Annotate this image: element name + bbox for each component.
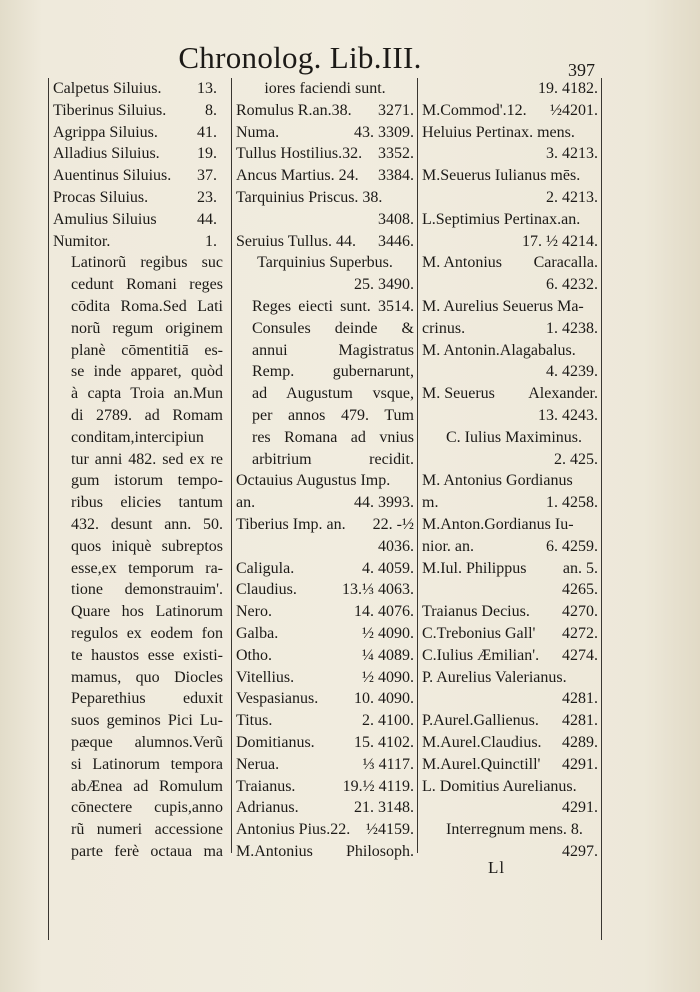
king-entry: [53, 165, 225, 187]
year-value: 4. 4239.: [546, 363, 598, 381]
paragraph-line: parte ferè octaua ma: [71, 842, 223, 860]
ruler-name: Domitianus.: [236, 733, 315, 751]
ruler-name: crinus.: [422, 319, 466, 337]
ruler-value: 10. 4090.: [354, 690, 414, 708]
ruler-name: M.Commod'.12.: [422, 101, 527, 119]
entry-line: C. Iulius Maximinus.: [446, 428, 583, 446]
ruler-value: 43. 3309.: [354, 123, 414, 141]
ruler-name: Seruius Tullus. 44.: [236, 232, 357, 250]
ruler-name: Antonius Pius.22.: [236, 821, 351, 839]
ruler-entry: [422, 492, 598, 514]
entry-line: M.Anton.Gordianus Iu-: [422, 515, 574, 533]
ruler-name: Vitellius.: [236, 668, 295, 686]
ruler-value: 1. 4238.: [546, 319, 598, 337]
year-value: 13. 4243.: [538, 406, 598, 424]
ruler-value: Alexander.: [528, 385, 598, 403]
king-name: Numitor.: [53, 232, 111, 250]
entry-line: M. Aurelius Seuerus Ma-: [422, 297, 584, 315]
ruler-name: Numa.: [236, 123, 280, 141]
paragraph-line: si Latinorum tempora: [71, 755, 223, 773]
ruler-entry: [236, 514, 414, 536]
paragraph-line: quos iniquè subreptos: [71, 537, 223, 555]
king-name: Agrippa Siluius.: [53, 123, 158, 141]
reign-years: 41.: [197, 123, 217, 141]
ruler-name: M.Antonius: [236, 842, 313, 860]
ruler-name: Galba.: [236, 624, 279, 642]
ruler-entry: [422, 710, 598, 732]
ruler-entry: [422, 645, 598, 667]
ruler-value: 19.½ 4119.: [342, 777, 414, 795]
year-value: 25. 3490.: [354, 276, 414, 294]
ruler-name: Nero.: [236, 603, 272, 621]
entry-line: Tarquinius Superbus.: [257, 254, 393, 272]
ruler-value: ¼ 4089.: [362, 646, 414, 664]
ruler-name: C.Trebonius Gall': [422, 624, 536, 642]
king-entry: [53, 187, 225, 209]
ruler-value: 4281.: [562, 712, 598, 730]
ruler-value: 44. 3993.: [354, 494, 414, 512]
paragraph-line: res Romana ad vnius: [252, 428, 414, 446]
ruler-value: 15. 4102.: [354, 733, 414, 751]
paragraph-line: per annos 479. Tum: [252, 406, 414, 424]
ruler-name: Tullus Hostilius.32.: [236, 145, 363, 163]
ruler-entry: [236, 100, 414, 122]
ruler-entry: [422, 383, 598, 405]
year-value: 4291.: [562, 799, 598, 817]
entry-line: Interregnum mens. 8.: [446, 821, 583, 839]
entry-line: L.Septimius Pertinax.an.: [422, 210, 581, 228]
year-value: 19. 4182.: [538, 80, 598, 97]
ruler-entry: [236, 645, 414, 667]
year-value: 4297.: [562, 842, 598, 860]
ruler-value: 4. 4059.: [362, 559, 414, 577]
ruler-entry: [236, 841, 414, 863]
ruler-name: Titus.: [236, 712, 273, 730]
reign-years: 13.: [197, 80, 217, 97]
ruler-entry: [422, 558, 598, 580]
ruler-entry: [236, 776, 414, 798]
paragraph-line: arbitrium recidit.: [252, 450, 414, 468]
ruler-name: C.Iulius Æmilian'.: [422, 646, 540, 664]
page-number: 397: [568, 60, 595, 80]
ruler-name: nior. an.: [422, 537, 474, 555]
year-value: 4265.: [562, 581, 598, 599]
ruler-entry: [236, 754, 414, 776]
ruler-name: Adrianus.: [236, 799, 299, 817]
ruler-name: P.Aurel.Gallienus.: [422, 712, 539, 730]
paragraph-line: cedunt Romani reges: [71, 276, 223, 294]
ruler-value: ½4201.: [550, 101, 598, 119]
paragraph-line: 432. desunt ann. 50.: [71, 515, 223, 533]
ruler-value: Caracalla.: [533, 254, 598, 272]
year-value: 4281.: [562, 690, 598, 708]
ruler-value: 4291.: [562, 755, 598, 773]
column-rule-right: [601, 78, 602, 940]
ruler-name: m.: [422, 494, 439, 512]
paragraph-line: planè cōmentitiā es-: [71, 341, 223, 359]
paragraph-line: Latinorũ regibus suc: [71, 254, 223, 272]
king-name: Alladius Siluius.: [53, 145, 160, 163]
ruler-value: 3271.: [378, 101, 414, 119]
ruler-entry: [236, 579, 414, 601]
ruler-name: M.Aurel.Claudius.: [422, 733, 542, 751]
running-head: Chronolog. Lib.III.: [178, 40, 422, 75]
ruler-name: Traianus Decius.: [422, 603, 530, 621]
ruler-value: ½ 4090.: [362, 668, 414, 686]
entry-line: M. Antonius Gordianus: [422, 472, 573, 490]
paragraph-line: cōdita Roma.Sed Lati: [71, 297, 223, 315]
ruler-value: 2. 4100.: [362, 712, 414, 730]
paragraph-line: mamus, quo Diocles: [71, 668, 223, 686]
year-value: 17. ½ 4214.: [522, 232, 598, 250]
entry-line: Heluius Pertinax. mens.: [422, 123, 575, 141]
paragraph-line: ad Augustum vsque,: [252, 385, 414, 403]
ruler-entry: [422, 318, 598, 340]
ruler-entry: [236, 732, 414, 754]
ruler-name: Claudius.: [236, 581, 297, 599]
ruler-entry: [236, 165, 414, 187]
ruler-value: 14. 4076.: [354, 603, 414, 621]
paragraph-line: abÆnea ad Romulum: [71, 777, 223, 795]
ruler-name: Vespasianus.: [236, 690, 319, 708]
ruler-name: Ancus Martius. 24.: [236, 167, 359, 185]
ruler-entry: [236, 667, 414, 689]
entry-line: L. Domitius Aurelianus.: [422, 777, 577, 795]
ruler-entry: [236, 623, 414, 645]
paragraph-line: rũ numeri accessione: [71, 821, 223, 839]
reign-years: 23.: [197, 188, 217, 206]
ruler-value: 6. 4259.: [546, 537, 598, 555]
entry-line: P. Aurelius Valerianus.: [422, 668, 567, 686]
king-name: Calpetus Siluius.: [53, 80, 162, 97]
ruler-value: 13.⅓ 4063.: [342, 581, 414, 599]
entry-line: Octauius Augustus Imp.: [236, 472, 391, 490]
paragraph-line: Consules deinde &: [252, 319, 414, 337]
year-value: 2. 4213.: [546, 188, 598, 206]
entry-line: M.Seuerus Iulianus mēs.: [422, 167, 581, 185]
ruler-value: 4274.: [562, 646, 598, 664]
ruler-entry: [422, 601, 598, 623]
ruler-value: 4270.: [562, 603, 598, 621]
ruler-entry: [236, 710, 414, 732]
entry-line: Tarquinius Priscus. 38.: [236, 188, 383, 206]
king-entry: [53, 100, 225, 122]
ruler-value: ⅓ 4117.: [362, 755, 414, 773]
signature-mark: Ll: [488, 858, 506, 877]
ruler-entry: [236, 122, 414, 144]
column-rule-1: [231, 78, 232, 853]
ruler-entry: [422, 623, 598, 645]
ruler-name: Otho.: [236, 646, 272, 664]
column-1: [53, 78, 225, 863]
year-value: 3408.: [378, 210, 414, 228]
entry-line: M. Antonin.Alagabalus.: [422, 341, 576, 359]
ruler-entry: [236, 492, 414, 514]
ruler-name: M.Iul. Philippus: [422, 559, 527, 577]
king-entry: [53, 143, 225, 165]
paragraph-line: esse,ex temporum ra-: [71, 559, 223, 577]
paragraph-line: cōnectere cupis,anno: [71, 799, 223, 817]
reign-years: 8.: [205, 101, 217, 119]
paragraph-line: gum istorum tempo-: [71, 472, 223, 490]
ruler-entry: [236, 688, 414, 710]
ruler-value: Philosoph.: [345, 842, 414, 860]
king-name: Tiberinus Siluius.: [53, 101, 167, 119]
year-value: 6. 4232.: [546, 276, 598, 294]
ruler-entry: [422, 252, 598, 274]
entry-line: iores faciendi sunt.: [264, 80, 386, 97]
ruler-value: 21. 3148.: [354, 799, 414, 817]
ruler-name: Romulus R.an.38.: [236, 101, 352, 119]
ruler-entry: [422, 732, 598, 754]
column-3: [422, 78, 598, 863]
ruler-name: Tiberius Imp. an.: [236, 515, 346, 533]
king-entry: [53, 122, 225, 144]
paragraph-line: di 2789. ad Romam: [71, 406, 223, 424]
year-value: 2. 425.: [554, 450, 598, 468]
reign-years: 19.: [197, 145, 217, 163]
paragraph-line: Quare hos Latinorum: [71, 603, 223, 621]
king-entry: [53, 209, 225, 231]
ruler-value: an. 5.: [562, 559, 598, 577]
ruler-entry: [236, 601, 414, 623]
ruler-name: Nerua.: [236, 755, 280, 773]
paragraph-line: regulos ex eodem fon: [71, 624, 223, 642]
paragraph-line: Peparethius eduxit: [71, 690, 223, 708]
paragraph-line: conditam,intercipiun: [71, 428, 204, 446]
paragraph-line: tur anni 482. sed ex re: [71, 450, 223, 468]
ruler-value: ½4159.: [366, 821, 414, 839]
column-2: [236, 78, 414, 863]
ruler-name: M. Antonius: [422, 254, 503, 272]
ruler-entry: [236, 143, 414, 165]
ruler-value: 3384.: [378, 167, 414, 185]
year-value: 3. 4213.: [546, 145, 598, 163]
paragraph-line: norũ regum originem: [71, 319, 223, 337]
paragraph-line: te haustos esse existi-: [71, 646, 223, 664]
ruler-entry: [422, 100, 598, 122]
ruler-entry: [422, 536, 598, 558]
reign-years: 44.: [197, 210, 217, 228]
ruler-name: M.Aurel.Quinctill': [422, 755, 541, 773]
reign-years: 1.: [205, 232, 217, 250]
paragraph-line: suos geminos Pici Lu-: [71, 712, 223, 730]
paragraph-line: tione demonstrauim'.: [71, 581, 223, 599]
ruler-entry: [422, 754, 598, 776]
ruler-name: M. Seuerus: [422, 385, 495, 403]
year-value: 4036.: [378, 537, 414, 555]
ruler-value: ½ 4090.: [362, 624, 414, 642]
ruler-entry: [236, 231, 414, 253]
ruler-name: an.: [236, 494, 256, 512]
ruler-entry: [236, 819, 414, 841]
king-entry: [53, 78, 225, 100]
king-name: Auentinus Siluius.: [53, 167, 172, 185]
paragraph-line: se inde apparet, quòd: [71, 363, 223, 381]
ruler-value: 22. -½: [372, 515, 414, 533]
ruler-value: 3352.: [378, 145, 414, 163]
ruler-value: 1. 4258.: [546, 494, 598, 512]
paragraph-line: Reges eiecti sunt. 3514.: [252, 297, 414, 315]
column-rule-2: [417, 78, 418, 853]
ruler-value: 4289.: [562, 733, 598, 751]
column-rule-left: [48, 78, 49, 940]
paragraph-line: pæque alumnos.Verũ: [71, 733, 223, 751]
king-entry: [53, 231, 225, 253]
paragraph-line: à capta Troia an.Mun: [71, 385, 223, 403]
ruler-value: 3446.: [378, 232, 414, 250]
ruler-entry: [236, 558, 414, 580]
paragraph-line: annui Magistratus: [252, 341, 414, 359]
ruler-entry: [236, 797, 414, 819]
ruler-name: Caligula.: [236, 559, 295, 577]
paragraph-line: Remp. gubernarunt,: [252, 363, 414, 381]
paragraph-line: ribus elicies tantum: [71, 494, 223, 512]
ruler-name: Traianus.: [236, 777, 296, 795]
ruler-value: 4272.: [562, 624, 598, 642]
king-name: Procas Siluius.: [53, 188, 149, 206]
reign-years: 37.: [197, 167, 217, 185]
king-name: Amulius Siluius: [53, 210, 157, 228]
